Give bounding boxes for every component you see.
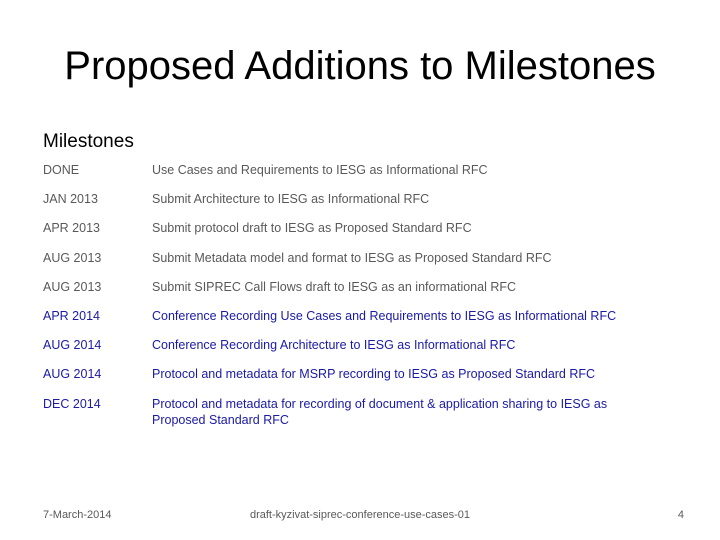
page-number: 4	[677, 509, 684, 521]
milestone-description: Submit Architecture to IESG as Informational RFC	[152, 192, 430, 206]
slide-title: Proposed Additions to Milestones	[64, 44, 656, 88]
milestone-description: Submit Metadata model and format to IESG as Proposed Standard RFC	[152, 251, 552, 265]
milestone-description: Submit SIPREC Call Flows draft to IESG as an informational RFC	[152, 280, 517, 294]
footer-date: 7-March-2014	[43, 509, 112, 521]
milestone-date: DEC 2014	[43, 397, 101, 411]
milestone-date: APR 2013	[43, 221, 100, 235]
milestone-date: DONE	[43, 163, 80, 177]
milestone-date: AUG 2014	[43, 338, 102, 352]
milestone-description: Submit protocol draft to IESG as Proposed Standard RFC	[152, 221, 472, 235]
milestone-description: Use Cases and Requirements to IESG as Informational RFC	[152, 163, 488, 177]
milestone-date: JAN 2013	[43, 192, 98, 206]
milestone-date: AUG 2014	[43, 367, 102, 381]
milestone-description: Conference Recording Use Cases and Requirements to IESG as Informational RFC	[152, 309, 617, 323]
milestone-description: Protocol and metadata for recording of document & application sharing to IESG as Proposed Standard RFC	[152, 397, 608, 427]
milestones-heading: Milestones	[43, 131, 134, 152]
milestone-description: Conference Recording Architecture to IESG as Informational RFC	[152, 338, 516, 352]
footer-draft-name: draft-kyzivat-siprec-conference-use-cases-01	[249, 509, 471, 521]
milestone-date: AUG 2013	[43, 251, 102, 265]
milestone-description: Protocol and metadata for MSRP recording to IESG as Proposed Standard RFC	[152, 367, 596, 381]
milestone-date: AUG 2013	[43, 280, 102, 294]
milestone-date: APR 2014	[43, 309, 100, 323]
